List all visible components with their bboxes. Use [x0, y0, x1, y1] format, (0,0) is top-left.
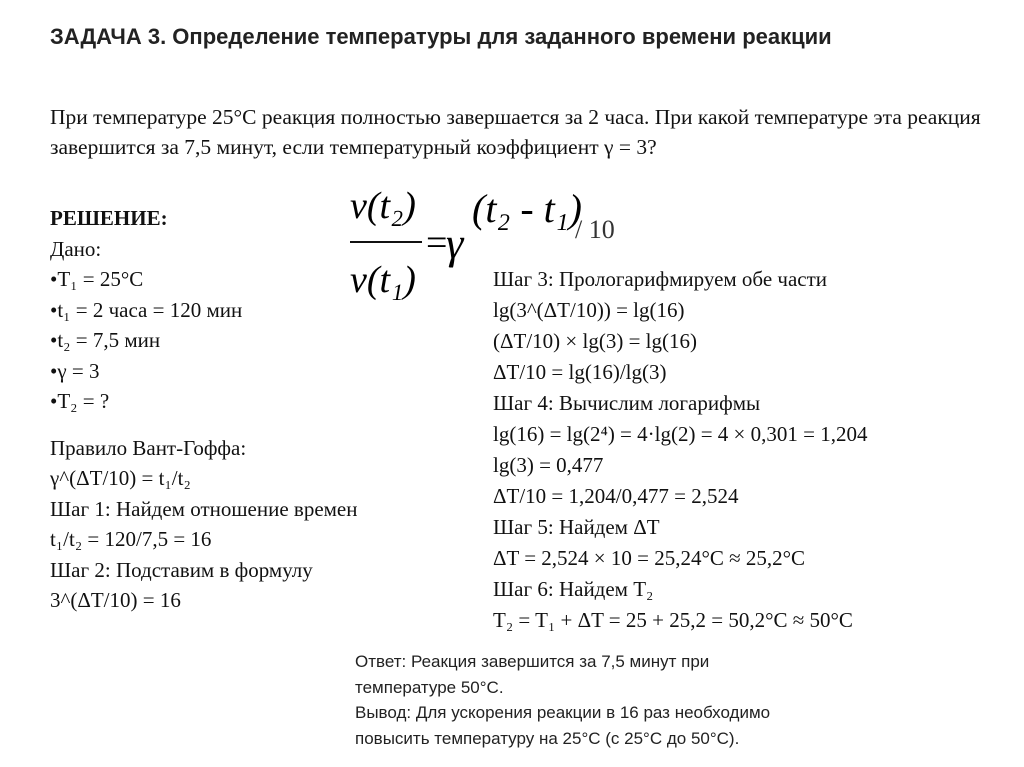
- conclusion-line: повысить температуру на 25°С (с 25°С до 50°С).: [355, 728, 740, 748]
- given-label: Дано:: [50, 236, 102, 261]
- formula-denominator: ν(t₁): [350, 259, 416, 301]
- solution-heading: РЕШЕНИЕ:: [50, 206, 168, 230]
- step-line: T₂ = T₁ + ΔT = 25 + 25,2 = 50,2°C ≈ 50°C: [493, 608, 853, 632]
- step-line: lg(16) = lg(2⁴) = 4·lg(2) = 4 × 0,301 = 1,204: [493, 422, 868, 446]
- step-line: Правило Вант-Гоффа:: [50, 435, 247, 460]
- step-line: t₁/t₂ = 120/7,5 = 16: [50, 527, 212, 551]
- slide-title: ЗАДАЧА 3. Определение температуры для заданного времени реакции: [50, 24, 832, 49]
- step-line: Шаг 5: Найдем ΔT: [493, 515, 660, 539]
- formula-numerator: ν(t₂): [350, 185, 416, 227]
- given-item: •T₁ = 25°C: [50, 267, 144, 291]
- formula-exponent: (t₂ - t₁): [472, 186, 582, 231]
- step-line: lg(3^(ΔT/10)) = lg(16): [493, 298, 685, 322]
- answer-line: температуре 50°С.: [355, 677, 504, 697]
- step-line: lg(3) = 0,477: [493, 453, 604, 477]
- step-line: Шаг 4: Вычислим логарифмы: [493, 391, 761, 415]
- problem-statement: При температуре 25°С реакция полностью завершается за 2 часа. При какой температуре эта реакция завершится за 7,5 минут, если температурный коэффициент γ = 3?: [50, 105, 981, 159]
- step-line: (ΔT/10) × lg(3) = lg(16): [493, 329, 697, 353]
- given-item: •γ = 3: [50, 358, 100, 383]
- given-item: •t₁ = 2 часа = 120 мин: [50, 297, 243, 322]
- step-line: Шаг 2: Подставим в формулу: [50, 557, 313, 582]
- answer-block: [355, 649, 975, 751]
- step-line: Шаг 6: Найдем T₂: [493, 577, 654, 601]
- step-line: ΔT = 2,524 × 10 = 25,24°C ≈ 25,2°C: [493, 546, 806, 570]
- answer-line: Ответ: Реакция завершится за 7,5 минут при: [355, 652, 710, 671]
- step-line: γ^(ΔT/10) = t₁/t₂: [50, 466, 191, 490]
- formula-divisor: / 10: [575, 215, 615, 244]
- given-item: •T₂ = ?: [50, 389, 110, 413]
- step-line: Шаг 3: Прологарифмируем обе части: [493, 267, 828, 291]
- solution-left-column: [50, 203, 470, 616]
- step-line: 3^(ΔT/10) = 16: [50, 588, 181, 612]
- formula-gamma: γ: [446, 219, 464, 268]
- conclusion-line: Вывод: Для ускорения реакции в 16 раз необходимо: [355, 703, 771, 722]
- step-line: ΔT/10 = lg(16)/lg(3): [493, 360, 667, 384]
- step-line: Шаг 1: Найдем отношение времен: [50, 496, 358, 521]
- given-item: •t₂ = 7,5 мин: [50, 328, 161, 352]
- step-line: ΔT/10 = 1,204/0,477 = 2,524: [493, 484, 739, 508]
- formula-equals: =: [426, 222, 448, 264]
- solution-right-column: [493, 264, 993, 636]
